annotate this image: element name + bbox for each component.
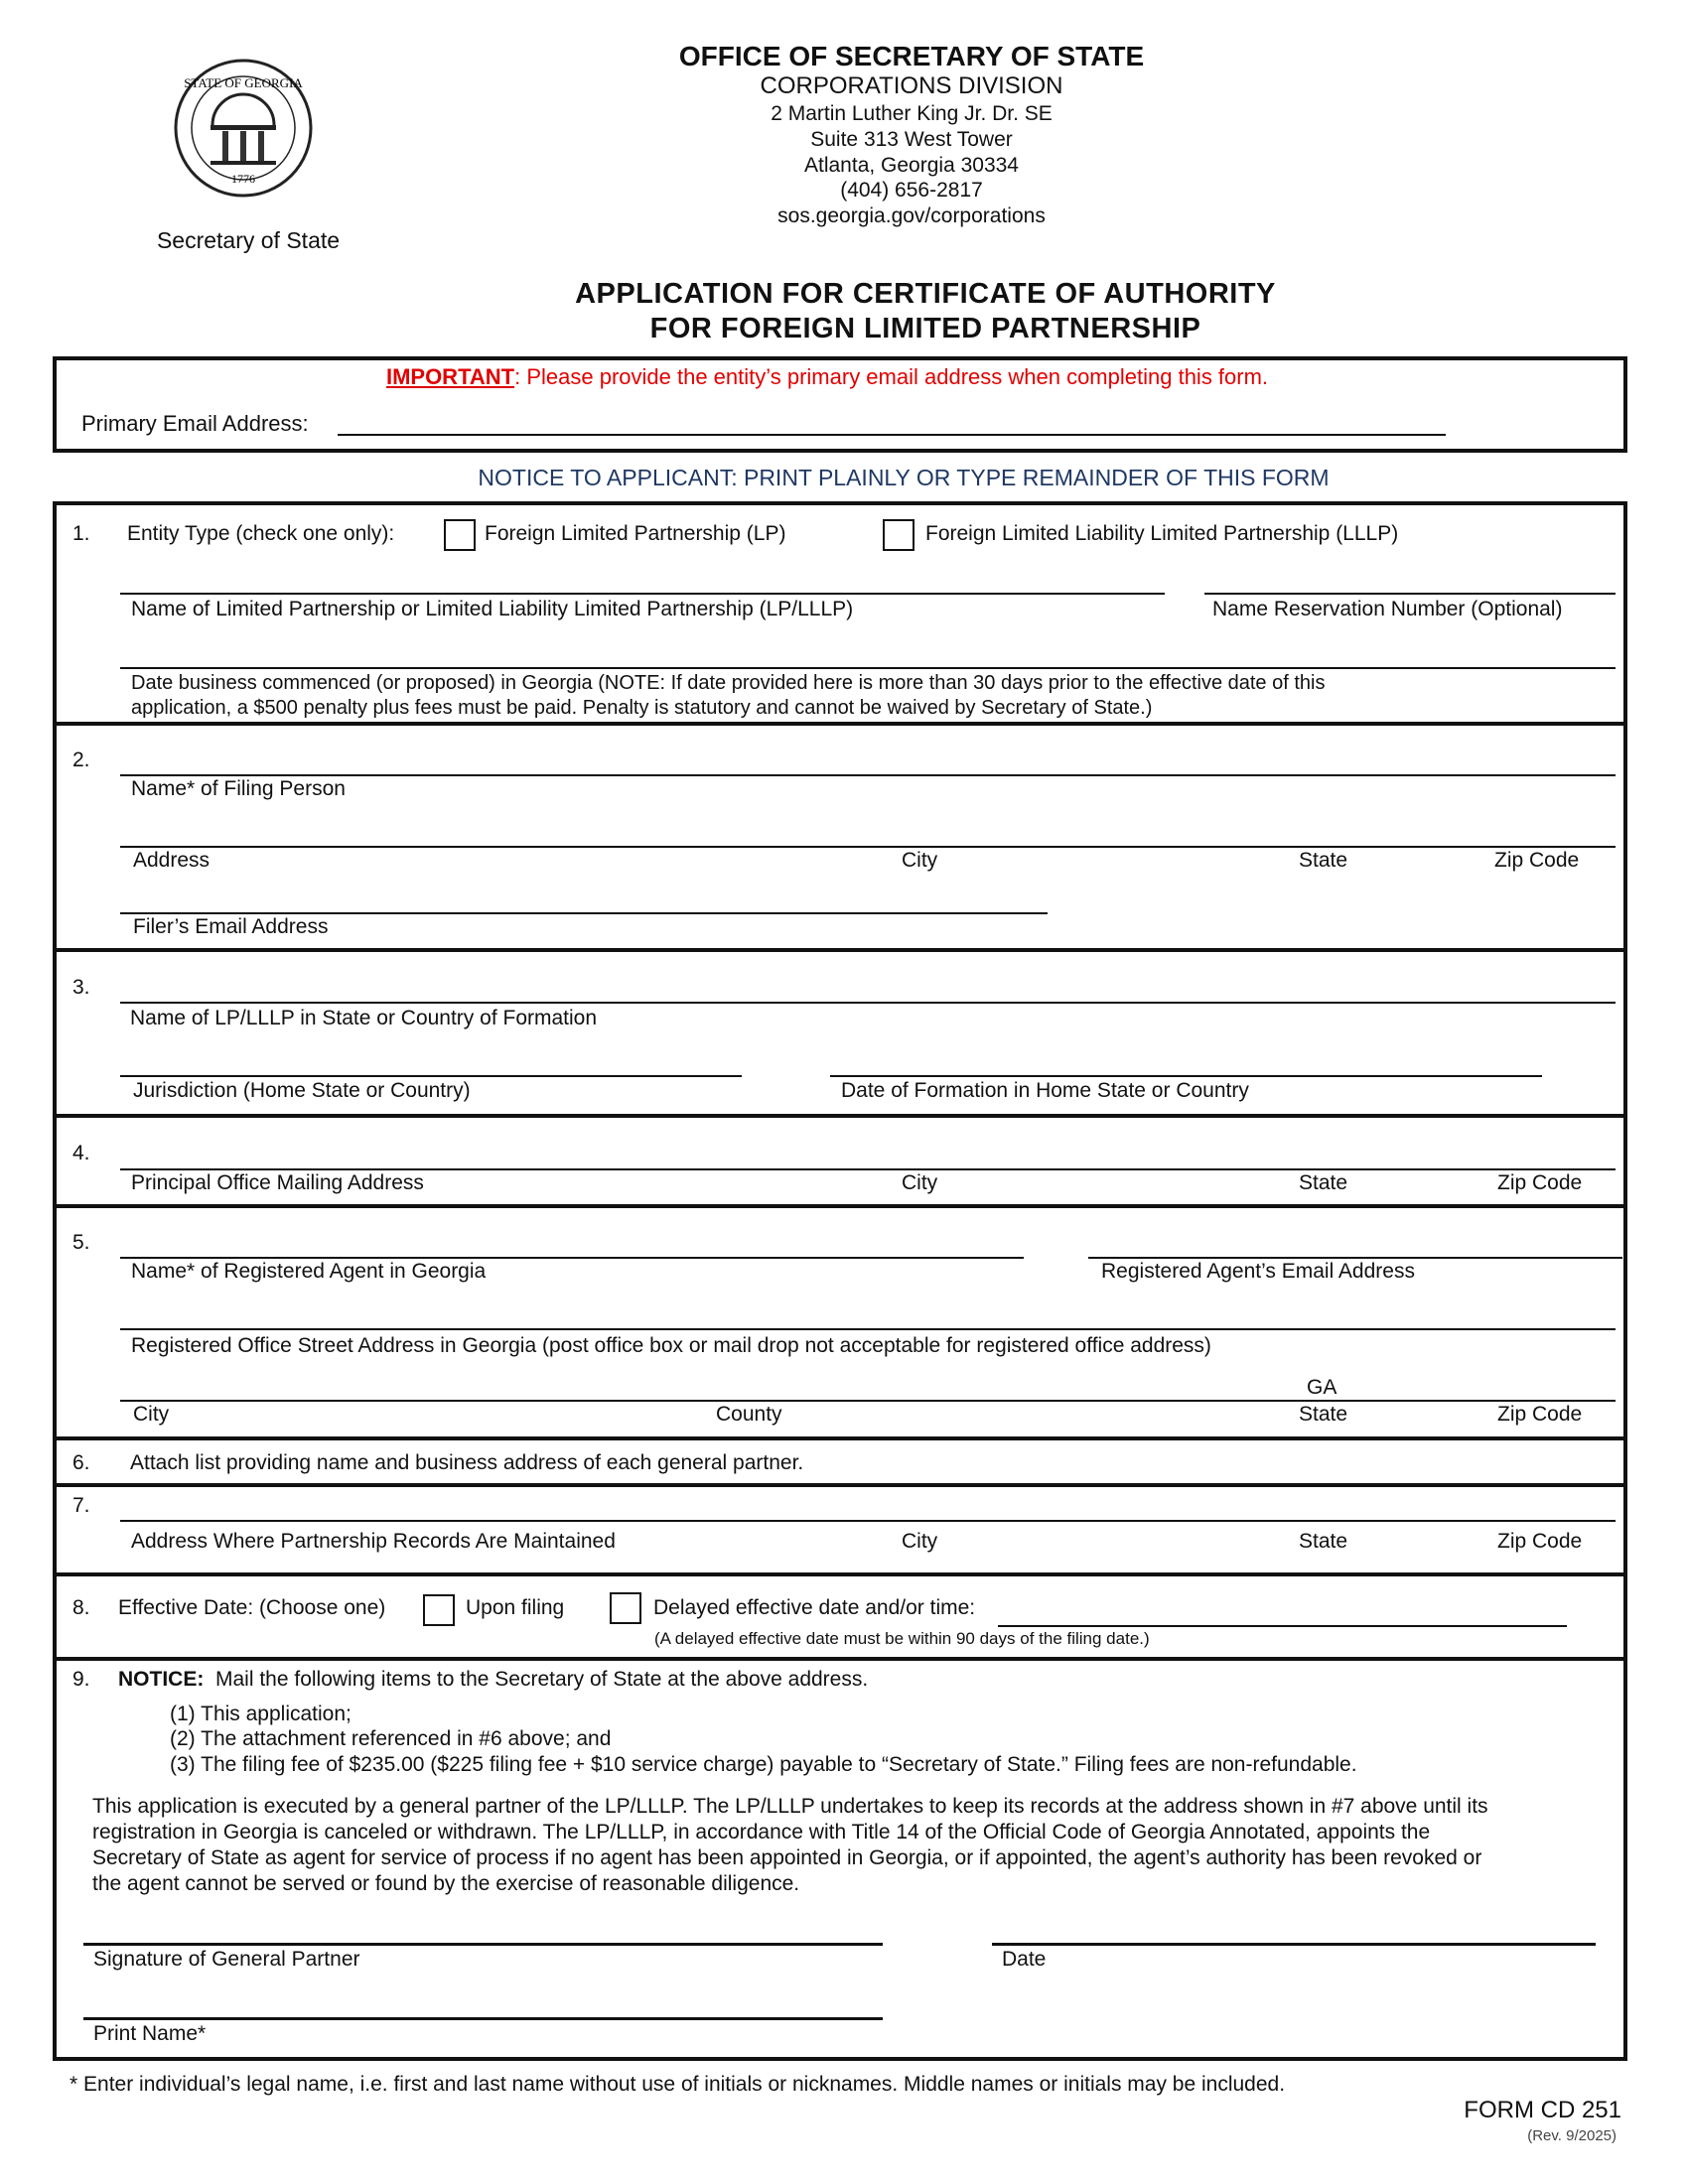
jurisdiction-line[interactable]	[120, 1075, 742, 1077]
state-label: State	[1299, 849, 1348, 872]
principal-office-label: Principal Office Mailing Address	[131, 1171, 424, 1194]
filer-address-line[interactable]	[120, 846, 1616, 848]
state-seal	[173, 58, 314, 199]
authority-paragraph: Secretary of State as agent for service of process if no agent has been appointed in Georgia, or if appointed, the agent’s authority has been revoked or	[92, 1846, 1482, 1869]
state-value: GA	[1307, 1376, 1337, 1399]
city-label: City	[902, 849, 938, 872]
filer-name-label: Name* of Filing Person	[131, 777, 346, 800]
notice-heading	[118, 1668, 868, 1692]
jurisdiction-label: Jurisdiction (Home State or Country)	[133, 1079, 471, 1102]
form-title-line1: APPLICATION FOR CERTIFICATE OF AUTHORITY	[575, 278, 1276, 310]
city-label: City	[902, 1171, 938, 1194]
upon-filing-label: Upon filing	[466, 1596, 565, 1619]
date-label: Date	[1002, 1948, 1047, 1971]
agent-email-line[interactable]	[1088, 1257, 1622, 1259]
footnote: * Enter individual’s legal name, i.e. first and last name without use of initials or nicknames. Middle names or initials may be included.	[70, 2073, 1286, 2096]
section-divider	[53, 1572, 1626, 1576]
signature-line[interactable]	[83, 1943, 883, 1946]
authority-paragraph: the agent cannot be served or found by the exercise of reasonable diligence.	[92, 1872, 800, 1895]
state-label: State	[1299, 1403, 1348, 1426]
principal-office-line[interactable]	[120, 1168, 1616, 1170]
general-partner-instruction: Attach list providing name and business address of each general partner.	[130, 1451, 804, 1474]
formation-date-label: Date of Formation in Home State or Country	[841, 1079, 1249, 1102]
website-link[interactable]: sos.georgia.gov/corporations	[777, 205, 1046, 227]
checkbox-upon-filing[interactable]	[423, 1594, 455, 1626]
zip-label: Zip Code	[1494, 849, 1580, 872]
delayed-date-line[interactable]	[998, 1625, 1567, 1627]
state-label: State	[1299, 1171, 1348, 1194]
registered-office-label: Registered Office Street Address in Georgia (post office box or mail drop not acceptable for registered office address)	[131, 1334, 1211, 1357]
signature-label: Signature of General Partner	[93, 1948, 360, 1971]
section-divider	[53, 948, 1626, 952]
records-address-label: Address Where Partnership Records Are Maintained	[131, 1530, 616, 1553]
print-name-line[interactable]	[83, 2017, 883, 2020]
partnership-name-label: Name of Limited Partnership or Limited Liability Limited Partnership (LP/LLLP)	[131, 598, 854, 620]
formation-name-line[interactable]	[120, 1002, 1616, 1004]
reservation-number-label: Name Reservation Number (Optional)	[1212, 598, 1563, 620]
section-divider	[53, 1436, 1626, 1440]
delayed-note: (A delayed effective date must be within 90 days of the filing date.)	[654, 1629, 1150, 1648]
section-number: 9.	[72, 1668, 90, 1691]
seal-caption: Secretary of State	[156, 227, 341, 253]
state-label: State	[1299, 1530, 1348, 1553]
date-line[interactable]	[992, 1943, 1596, 1946]
mail-item: (1) This application;	[170, 1703, 352, 1725]
city-label: City	[902, 1530, 938, 1553]
authority-paragraph: registration in Georgia is canceled or withdrawn. The LP/LLLP, in accordance with Title 14 of the Official Code of Georgia Annotated, appoints the	[92, 1821, 1431, 1843]
filer-email-line[interactable]	[120, 912, 1048, 914]
option-lp-label: Foreign Limited Partnership (LP)	[485, 522, 786, 545]
print-name-label: Print Name*	[93, 2022, 207, 2045]
formation-date-line[interactable]	[830, 1075, 1542, 1077]
notice-label: NOTICE:	[118, 1668, 205, 1691]
records-address-line[interactable]	[120, 1520, 1616, 1522]
revision: (Rev. 9/2025)	[1527, 2127, 1617, 2144]
address-label: Address	[133, 849, 211, 872]
effective-date-label: Effective Date: (Choose one)	[118, 1596, 386, 1619]
reservation-number-line[interactable]	[1204, 593, 1616, 595]
option-lllp-label: Foreign Limited Liability Limited Partnership (LLLP)	[925, 522, 1399, 545]
section-divider	[53, 1114, 1626, 1118]
zip-label: Zip Code	[1497, 1530, 1583, 1553]
svg-text:STATE OF GEORGIA: STATE OF GEORGIA	[184, 75, 303, 90]
primary-email-label: Primary Email Address:	[81, 411, 309, 436]
important-text: : Please provide the entity’s primary email address when completing this form.	[514, 364, 1269, 389]
entity-type-label: Entity Type (check one only):	[127, 522, 395, 545]
date-commenced-note: Date business commenced (or proposed) in Georgia (NOTE: If date provided here is more than 30 days prior to the effective date of this	[131, 672, 1326, 694]
section-number: 3.	[72, 976, 90, 999]
zip-label: Zip Code	[1497, 1171, 1583, 1194]
office-title: OFFICE OF SECRETARY OF STATE	[678, 41, 1145, 71]
mail-item: (3) The filing fee of $235.00 ($225 filing fee + $10 service charge) payable to “Secretary of State.” Filing fees are non-refundable.	[170, 1753, 1357, 1776]
primary-email-input[interactable]	[340, 407, 1446, 435]
notice-text: Mail the following items to the Secretary of State at the above address.	[215, 1668, 869, 1691]
section-number: 7.	[72, 1494, 90, 1517]
section-divider	[53, 1204, 1626, 1208]
registered-office-city-line[interactable]	[120, 1400, 1616, 1402]
delayed-label: Delayed effective date and/or time:	[653, 1596, 976, 1619]
section-number: 5.	[72, 1231, 90, 1254]
partnership-name-line[interactable]	[120, 593, 1165, 595]
section-divider	[53, 1483, 1626, 1487]
checkbox-lp[interactable]	[444, 519, 476, 551]
section-divider	[53, 722, 1626, 726]
zip-label: Zip Code	[1497, 1403, 1583, 1426]
registered-office-line[interactable]	[120, 1328, 1616, 1330]
section-number: 8.	[72, 1596, 90, 1619]
address-line: Atlanta, Georgia 30334	[804, 154, 1019, 177]
address-line: Suite 313 West Tower	[810, 128, 1013, 151]
checkbox-lllp[interactable]	[883, 519, 914, 551]
division-title: CORPORATIONS DIVISION	[760, 72, 1063, 99]
phone: (404) 656-2817	[840, 179, 983, 202]
agent-email-label: Registered Agent’s Email Address	[1101, 1260, 1415, 1283]
mail-item: (2) The attachment referenced in #6 above; and	[170, 1727, 612, 1750]
section-number: 2.	[72, 749, 90, 771]
formation-name-label: Name of LP/LLLP in State or Country of Formation	[130, 1007, 598, 1029]
checkbox-delayed[interactable]	[610, 1592, 641, 1624]
section-number: 1.	[72, 522, 90, 545]
address-line: 2 Martin Luther King Jr. Dr. SE	[771, 102, 1053, 125]
filer-name-line[interactable]	[120, 774, 1616, 776]
notice-to-applicant: NOTICE TO APPLICANT: PRINT PLAINLY OR TYPE REMAINDER OF THIS FORM	[478, 465, 1330, 490]
county-label: County	[716, 1403, 782, 1426]
agent-name-line[interactable]	[120, 1257, 1024, 1259]
city-label: City	[133, 1403, 170, 1426]
section-number: 4.	[72, 1142, 90, 1164]
agent-name-label: Name* of Registered Agent in Georgia	[131, 1260, 487, 1283]
form-title-line2: FOR FOREIGN LIMITED PARTNERSHIP	[649, 313, 1201, 344]
svg-text:1776: 1776	[231, 172, 255, 186]
section-number: 6.	[72, 1451, 90, 1474]
authority-paragraph: This application is executed by a general partner of the LP/LLLP. The LP/LLLP undertakes to keep its records at the address shown in #7 above until its	[92, 1795, 1488, 1818]
important-notice	[386, 365, 1268, 389]
filer-email-label: Filer’s Email Address	[133, 915, 329, 938]
form-id: FORM CD 251	[1464, 2097, 1621, 2123]
date-commenced-note: application, a $500 penalty plus fees must be paid. Penalty is statutory and cannot be waived by Secretary of State.)	[131, 697, 1153, 719]
important-label: IMPORTANT	[385, 364, 515, 389]
section-divider	[53, 1657, 1626, 1661]
date-commenced-line[interactable]	[120, 667, 1616, 669]
